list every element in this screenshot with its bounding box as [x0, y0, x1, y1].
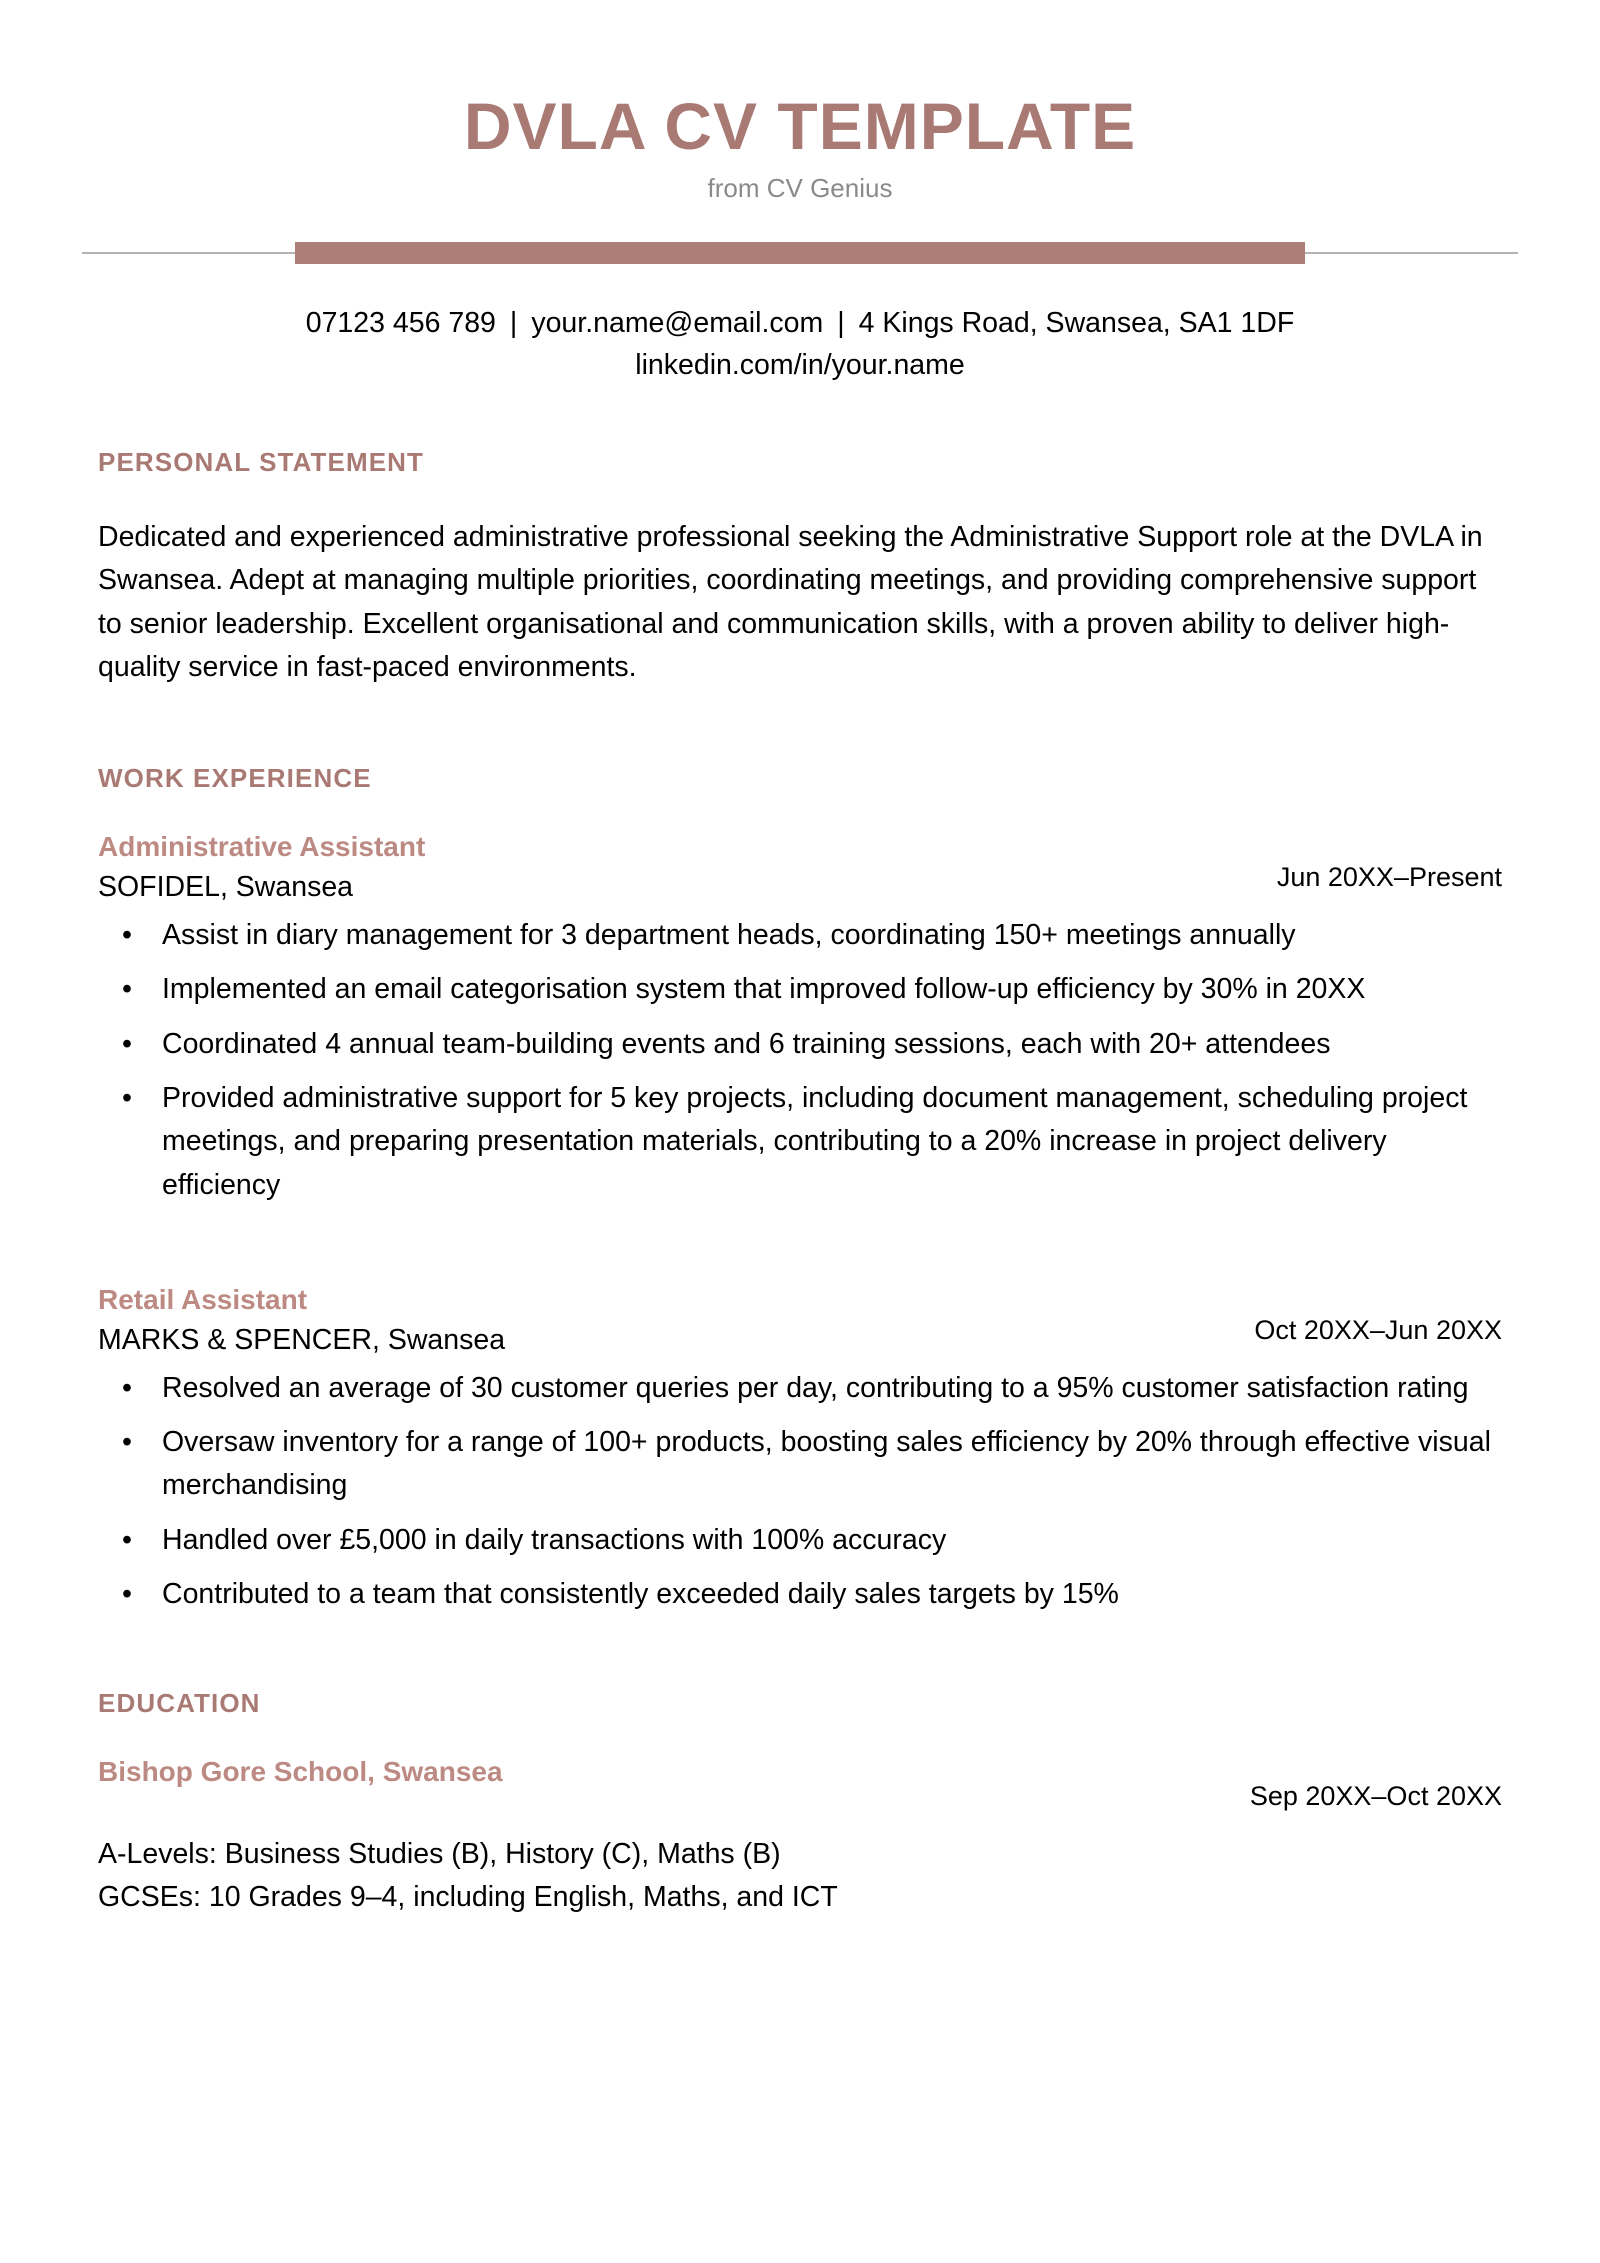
document-header — [0, 0, 1600, 204]
education-entry-header — [98, 1755, 1502, 1812]
work-entry — [98, 1283, 1502, 1616]
education-entry — [98, 1755, 1502, 1917]
employment-dates: Jun 20XX–Present — [1276, 862, 1502, 893]
education-qualifications — [98, 1834, 1502, 1917]
bullet-icon: • — [122, 1371, 132, 1404]
work-entry-identity — [98, 830, 1247, 906]
list-item-text: Oversaw inventory for a range of 100+ products, boosting sales efficiency by 20% through effective visual merchandising — [162, 1426, 1491, 1502]
contact-separator-2: | — [837, 307, 845, 340]
contact-address: 4 Kings Road, Swansea, SA1 1DF — [858, 307, 1295, 340]
section-heading-education: EDUCATION — [98, 1688, 261, 1719]
bullet-icon: • — [122, 1082, 132, 1115]
work-entry — [98, 830, 1502, 1207]
contact-line-secondary — [0, 346, 1600, 385]
cv-body — [0, 447, 1600, 1917]
entry-spacer — [98, 1207, 1502, 1247]
list-item-text: Handled over £5,000 in daily transactions with 100% accuracy — [162, 1523, 947, 1556]
bullet-icon: • — [122, 1426, 132, 1459]
list-item-text: Coordinated 4 annual team-building events and 6 training sessions, each with 20+ attendees — [162, 1027, 1331, 1060]
employer-name: MARKS & SPENCER, Swansea — [98, 1323, 506, 1356]
list-item — [98, 1023, 1502, 1066]
list-item-text: Resolved an average of 30 customer queries per day, contributing to a 95% customer satisfaction rating — [162, 1371, 1469, 1404]
section-heading-work-experience: WORK EXPERIENCE — [98, 763, 372, 794]
work-entry-header — [98, 1283, 1502, 1359]
education-entry-identity — [98, 1755, 1220, 1790]
contact-line-primary — [0, 304, 1600, 343]
divider-accent-bar — [295, 242, 1305, 264]
contact-phone: 07123 456 789 — [305, 307, 496, 340]
qualification-line: A-Levels: Business Studies (B), History (C), Maths (B) — [98, 1838, 781, 1871]
contact-email: your.name@email.com — [531, 307, 824, 340]
bullet-icon: • — [122, 1027, 132, 1060]
list-item — [98, 1077, 1502, 1207]
work-entry-header — [98, 830, 1502, 906]
section-heading-personal-statement: PERSONAL STATEMENT — [98, 447, 425, 478]
job-responsibilities-list — [98, 1367, 1502, 1617]
bullet-icon: • — [122, 1523, 132, 1556]
contact-separator-1: | — [509, 307, 518, 340]
education-dates: Sep 20XX–Oct 20XX — [1249, 1781, 1502, 1812]
list-item-text: Implemented an email categorisation system that improved follow-up efficiency by 30% in 20XX — [162, 973, 1366, 1006]
job-title: Administrative Assistant — [98, 831, 426, 863]
list-item — [98, 1367, 1502, 1410]
contact-linkedin: linkedin.com/in/your.name — [635, 348, 965, 381]
page-title: DVLA CV TEMPLATE — [463, 89, 1137, 163]
bullet-icon: • — [122, 1578, 132, 1611]
header-divider — [0, 242, 1600, 264]
school-name: Bishop Gore School, Swansea — [98, 1756, 503, 1788]
job-responsibilities-list — [98, 914, 1502, 1207]
bullet-icon: • — [122, 973, 132, 1006]
list-item-text: Assist in diary management for 3 department heads, coordinating 150+ meetings annually — [162, 919, 1296, 952]
contact-block — [0, 304, 1600, 385]
list-item — [98, 968, 1502, 1011]
personal-statement-text: Dedicated and experienced administrative professional seeking the Administrative Support role at the DVLA in Swansea. Adept at managing multiple priorities, coordinating meetings, and providing comprehensive support to senior leadership. Excellent organisational and communication skills, with a proven ability to deliver high-quality service in fast-paced environments. — [98, 521, 1483, 684]
employer-name: SOFIDEL, Swansea — [98, 871, 354, 904]
employment-dates: Oct 20XX–Jun 20XX — [1254, 1315, 1502, 1346]
bullet-icon: • — [122, 919, 132, 952]
work-entry-identity — [98, 1283, 1224, 1359]
job-title: Retail Assistant — [98, 1284, 308, 1316]
list-item — [98, 1421, 1502, 1508]
list-item-text: Provided administrative support for 5 key projects, including document management, scheduling project meetings, and preparing presentation materials, contributing to a 20% increase in project delivery efficiency — [162, 1082, 1468, 1201]
list-item — [98, 1519, 1502, 1562]
list-item-text: Contributed to a team that consistently exceeded daily sales targets by 15% — [162, 1578, 1119, 1611]
list-item — [98, 1573, 1502, 1616]
qualification-line: GCSEs: 10 Grades 9–4, including English, Maths, and ICT — [98, 1880, 838, 1913]
document-subtitle: from CV Genius — [707, 173, 893, 204]
list-item — [98, 914, 1502, 957]
